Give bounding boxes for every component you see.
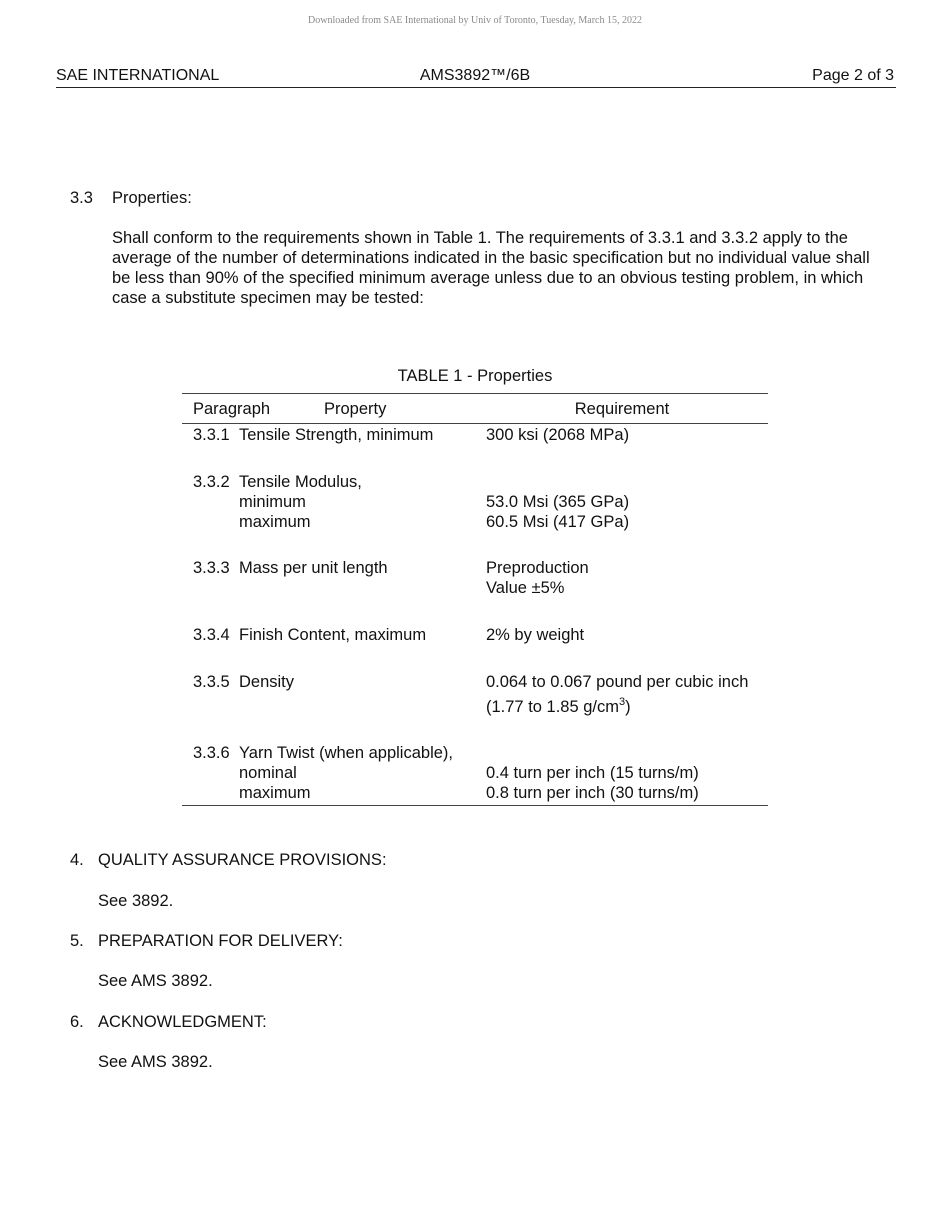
header-divider xyxy=(56,87,896,88)
section-4-number: 4. xyxy=(70,851,84,869)
header-page-number: Page 2 of 3 xyxy=(812,67,894,84)
table-top-rule xyxy=(182,393,768,394)
table-cell-property: Mass per unit length xyxy=(239,559,388,577)
section-6-number: 6. xyxy=(70,1013,84,1031)
section-5-number: 5. xyxy=(70,932,84,950)
table-cell-sub-property: maximum xyxy=(239,784,311,802)
section-3-3-body: Shall conform to the requirements shown in Table 1. The requirements of 3.3.1 and 3.3.2 apply to the average of the number of determinations indicated in the basic specification but no individual value shall be less than 90% of the specified minimum average unless due to an obvious testing problem, in which case a substitute specimen may be tested: xyxy=(112,229,870,307)
table-cell-paragraph: 3.3.6 xyxy=(193,744,230,762)
table-cell-requirement: 60.5 Msi (417 GPa) xyxy=(486,513,630,531)
table-cell-requirement: 53.0 Msi (365 GPa) xyxy=(486,493,630,511)
table-cell-requirement: 2% by weight xyxy=(486,626,585,644)
table-bottom-rule xyxy=(182,805,768,806)
table-header-property: Property xyxy=(324,400,387,418)
table-cell-paragraph: 3.3.4 xyxy=(193,626,230,644)
section-6-body: See AMS 3892. xyxy=(98,1053,213,1071)
table-cell-paragraph: 3.3.5 xyxy=(193,673,230,691)
table-cell-requirement: 0.064 to 0.067 pound per cubic inch xyxy=(486,673,749,691)
table-cell-paragraph: 3.3.2 xyxy=(193,473,230,491)
table-cell-sub-property: maximum xyxy=(239,513,311,531)
header-org: SAE INTERNATIONAL xyxy=(56,67,220,84)
table-cell-requirement-density-metric xyxy=(486,697,631,717)
table-cell-paragraph: 3.3.3 xyxy=(193,559,230,577)
table-cell-requirement: Value ±5% xyxy=(486,579,565,597)
table-cell-property: Tensile Modulus, xyxy=(239,473,362,491)
section-3-3-number: 3.3 xyxy=(70,189,93,207)
table-cell-requirement: 0.4 turn per inch (15 turns/m) xyxy=(486,764,699,782)
section-4-body: See 3892. xyxy=(98,892,174,910)
table-cell-property: Density xyxy=(239,673,295,691)
table-cell-sub-property: nominal xyxy=(239,764,297,782)
table-header-paragraph: Paragraph xyxy=(193,400,271,418)
table-header-rule xyxy=(182,423,768,424)
section-5-title: PREPARATION FOR DELIVERY: xyxy=(98,932,343,950)
section-6-title: ACKNOWLEDGMENT: xyxy=(98,1013,267,1031)
table-cell-property: Yarn Twist (when applicable), xyxy=(239,744,453,762)
table-cell-property: Tensile Strength, minimum xyxy=(239,426,434,444)
header-doc-id: AMS3892™/6B xyxy=(419,67,531,84)
section-4-title: QUALITY ASSURANCE PROVISIONS: xyxy=(98,851,387,869)
download-watermark: Downloaded from SAE International by Univ of Toronto, Tuesday, March 15, 2022 xyxy=(308,15,642,26)
section-5-body: See AMS 3892. xyxy=(98,972,213,990)
table-cell-requirement: 0.8 turn per inch (30 turns/m) xyxy=(486,784,699,802)
table-header-requirement: Requirement xyxy=(574,400,670,418)
density-metric-text: (1.77 to 1.85 g/cm xyxy=(486,698,619,716)
table-cell-paragraph: 3.3.1 xyxy=(193,426,230,444)
table-title: TABLE 1 - Properties xyxy=(397,367,553,385)
density-metric-close: ) xyxy=(625,698,631,716)
table-cell-property: Finish Content, maximum xyxy=(239,626,427,644)
table-cell-requirement: Preproduction xyxy=(486,559,589,577)
table-cell-requirement: 300 ksi (2068 MPa) xyxy=(486,426,630,444)
table-cell-sub-property: minimum xyxy=(239,493,306,511)
superscript-3: 3 xyxy=(619,695,626,708)
section-3-3-title: Properties: xyxy=(112,189,192,207)
